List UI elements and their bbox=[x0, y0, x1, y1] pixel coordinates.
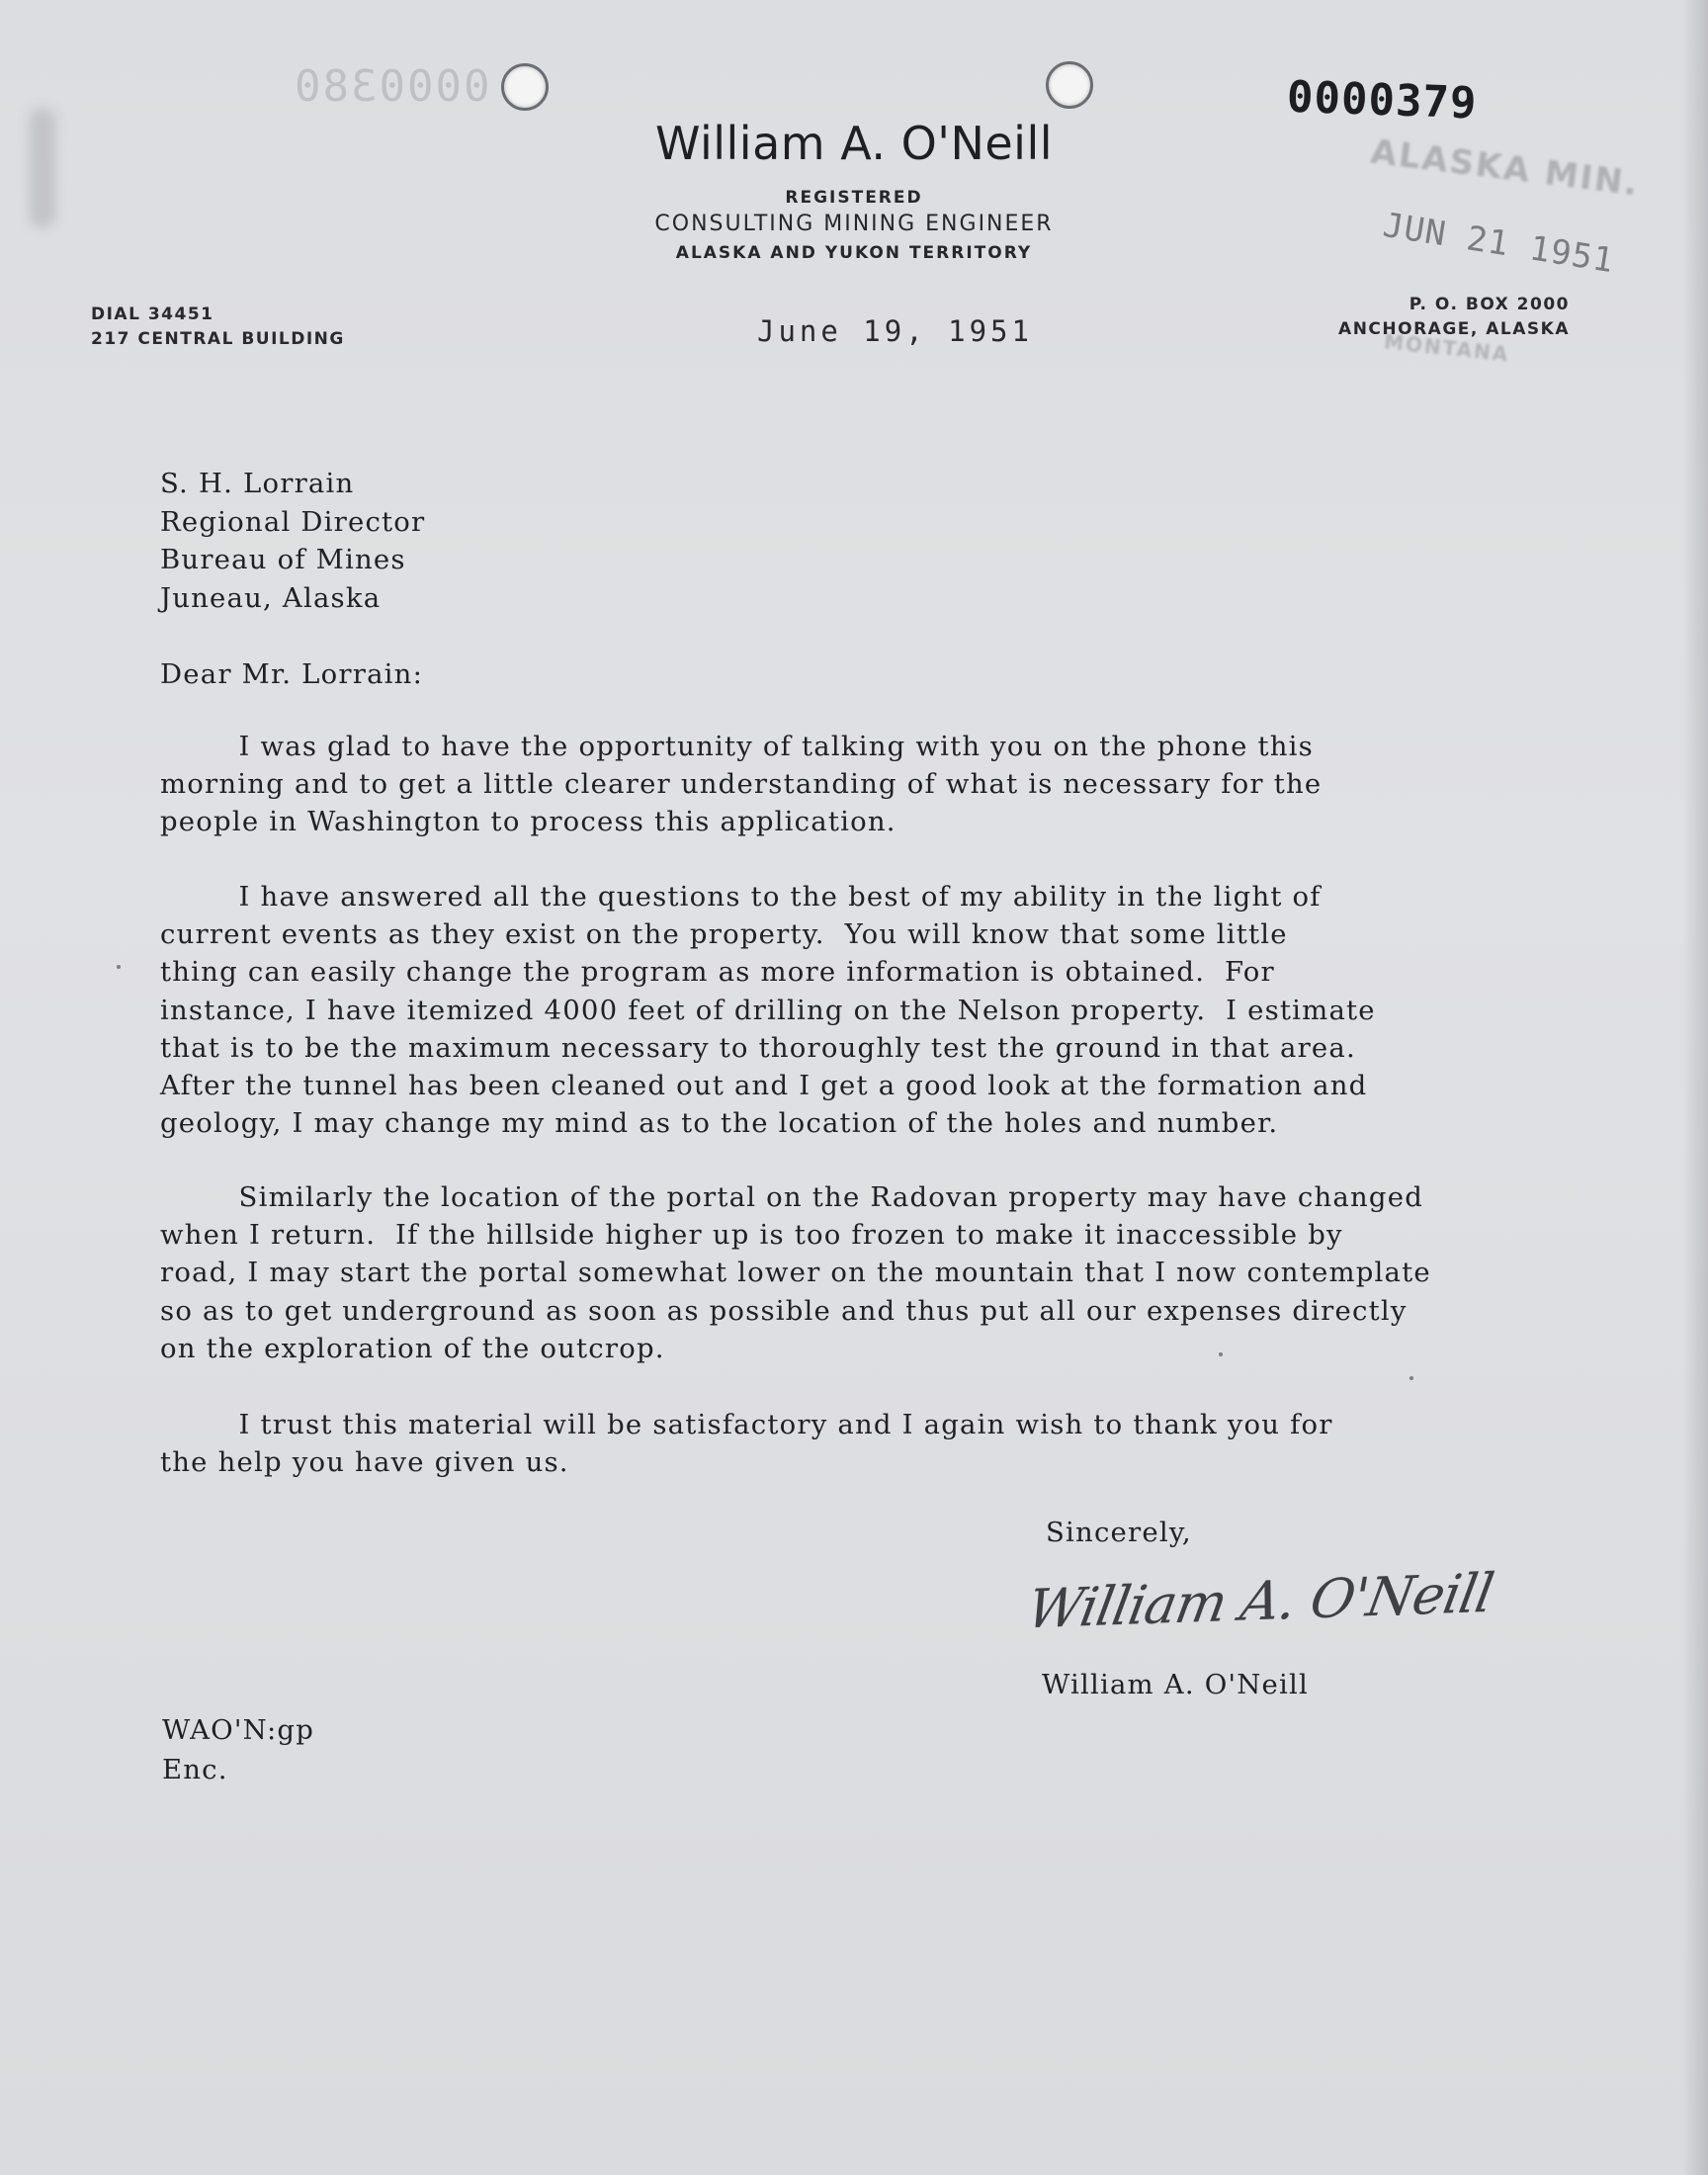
paragraph-line: Similarly the location of the portal on the Radovan property may have changed bbox=[160, 1181, 1424, 1213]
paragraph-line: morning and to get a little clearer understanding of what is necessary for the bbox=[160, 768, 1323, 801]
paragraph-line: instance, I have itemized 4000 feet of drilling on the Nelson property. I estimate bbox=[160, 994, 1376, 1026]
paper-speck bbox=[1409, 1376, 1413, 1380]
handwritten-signature: William A. O'Neill bbox=[1022, 1561, 1498, 1641]
body-paragraph-3 bbox=[160, 1178, 1583, 1367]
letterhead-title: CONSULTING MINING ENGINEER bbox=[654, 212, 1054, 236]
letterhead-dial: DIAL 34451 bbox=[91, 304, 214, 324]
paper-speck bbox=[1219, 1352, 1223, 1356]
page-edge-shadow bbox=[1682, 0, 1708, 2175]
paragraph-line: so as to get underground as soon as possible and thus put all our expenses directly bbox=[160, 1294, 1408, 1327]
punch-hole-right bbox=[1046, 61, 1093, 109]
reference-initials bbox=[162, 1710, 314, 1789]
letterhead-po-box: P. O. BOX 2000 bbox=[1409, 295, 1570, 314]
closing: Sincerely, bbox=[1046, 1517, 1192, 1548]
recipient-line: S. H. Lorrain bbox=[160, 468, 355, 499]
paragraph-line: After the tunnel has been cleaned out and I get a good look at the formation and bbox=[160, 1070, 1368, 1102]
paragraph-line: I trust this material will be satisfactory and I again wish to thank you for bbox=[160, 1409, 1333, 1440]
received-date-stamp: JUN 21 1951 bbox=[1380, 205, 1617, 282]
bleed-through-number: 0000380 bbox=[293, 61, 490, 112]
recipient-address bbox=[160, 465, 425, 617]
paragraph-line: I have answered all the questions to the best of my ability in the light of bbox=[160, 881, 1322, 913]
letterhead-building: 217 CENTRAL BUILDING bbox=[91, 329, 345, 349]
paragraph-line: I was glad to have the opportunity of talking with you on the phone this bbox=[160, 731, 1314, 762]
enclosure-note: Enc. bbox=[162, 1754, 228, 1785]
letterhead-registered: REGISTERED bbox=[785, 188, 923, 208]
paragraph-line: that is to be the maximum necessary to thoroughly test the ground in that area. bbox=[160, 1031, 1356, 1064]
recipient-line: Juneau, Alaska bbox=[160, 581, 382, 614]
body-paragraph-1 bbox=[160, 728, 1583, 841]
letterhead-name: William A. O'Neill bbox=[654, 117, 1054, 170]
letterhead-contact-right bbox=[1338, 293, 1570, 342]
faded-office-stamp: ALASKA MIN. bbox=[1368, 131, 1642, 205]
salutation: Dear Mr. Lorrain: bbox=[160, 658, 424, 690]
letterhead-city: ANCHORAGE, ALASKA bbox=[1338, 319, 1570, 339]
punch-hole-left bbox=[501, 63, 549, 111]
paragraph-line: geology, I may change my mind as to the location of the holes and number. bbox=[160, 1107, 1279, 1140]
paragraph-line: current events as they exist on the property. You will know that some little bbox=[160, 918, 1288, 951]
paragraph-line: the help you have given us. bbox=[160, 1446, 569, 1479]
recipient-line: Bureau of Mines bbox=[160, 544, 406, 575]
signer-name: William A. O'Neill bbox=[1042, 1669, 1309, 1700]
recipient-line: Regional Director bbox=[160, 505, 426, 538]
letterhead-contact-left bbox=[91, 303, 345, 352]
paragraph-line: thing can easily change the program as more information is obtained. For bbox=[160, 956, 1275, 989]
paper-speck bbox=[117, 965, 121, 969]
body-paragraph-2 bbox=[160, 878, 1583, 1142]
document-number-stamp: 0000379 bbox=[1286, 71, 1479, 130]
typist-initials: WAO'N:gp bbox=[162, 1714, 315, 1746]
body-paragraph-4 bbox=[160, 1406, 1583, 1481]
paragraph-line: road, I may start the portal somewhat lower on the mountain that I now contemplate bbox=[160, 1257, 1431, 1289]
letter-date: June 19, 1951 bbox=[757, 314, 1033, 348]
paragraph-line: people in Washington to process this application. bbox=[160, 806, 897, 838]
paragraph-line: on the exploration of the outcrop. bbox=[160, 1332, 665, 1364]
letterhead-territory: ALASKA AND YUKON TERRITORY bbox=[675, 243, 1033, 263]
faded-office-stamp-lower: MONTANA bbox=[1383, 329, 1511, 367]
paragraph-line: when I return. If the hillside higher up is too frozen to make it inaccessible by bbox=[160, 1219, 1343, 1252]
